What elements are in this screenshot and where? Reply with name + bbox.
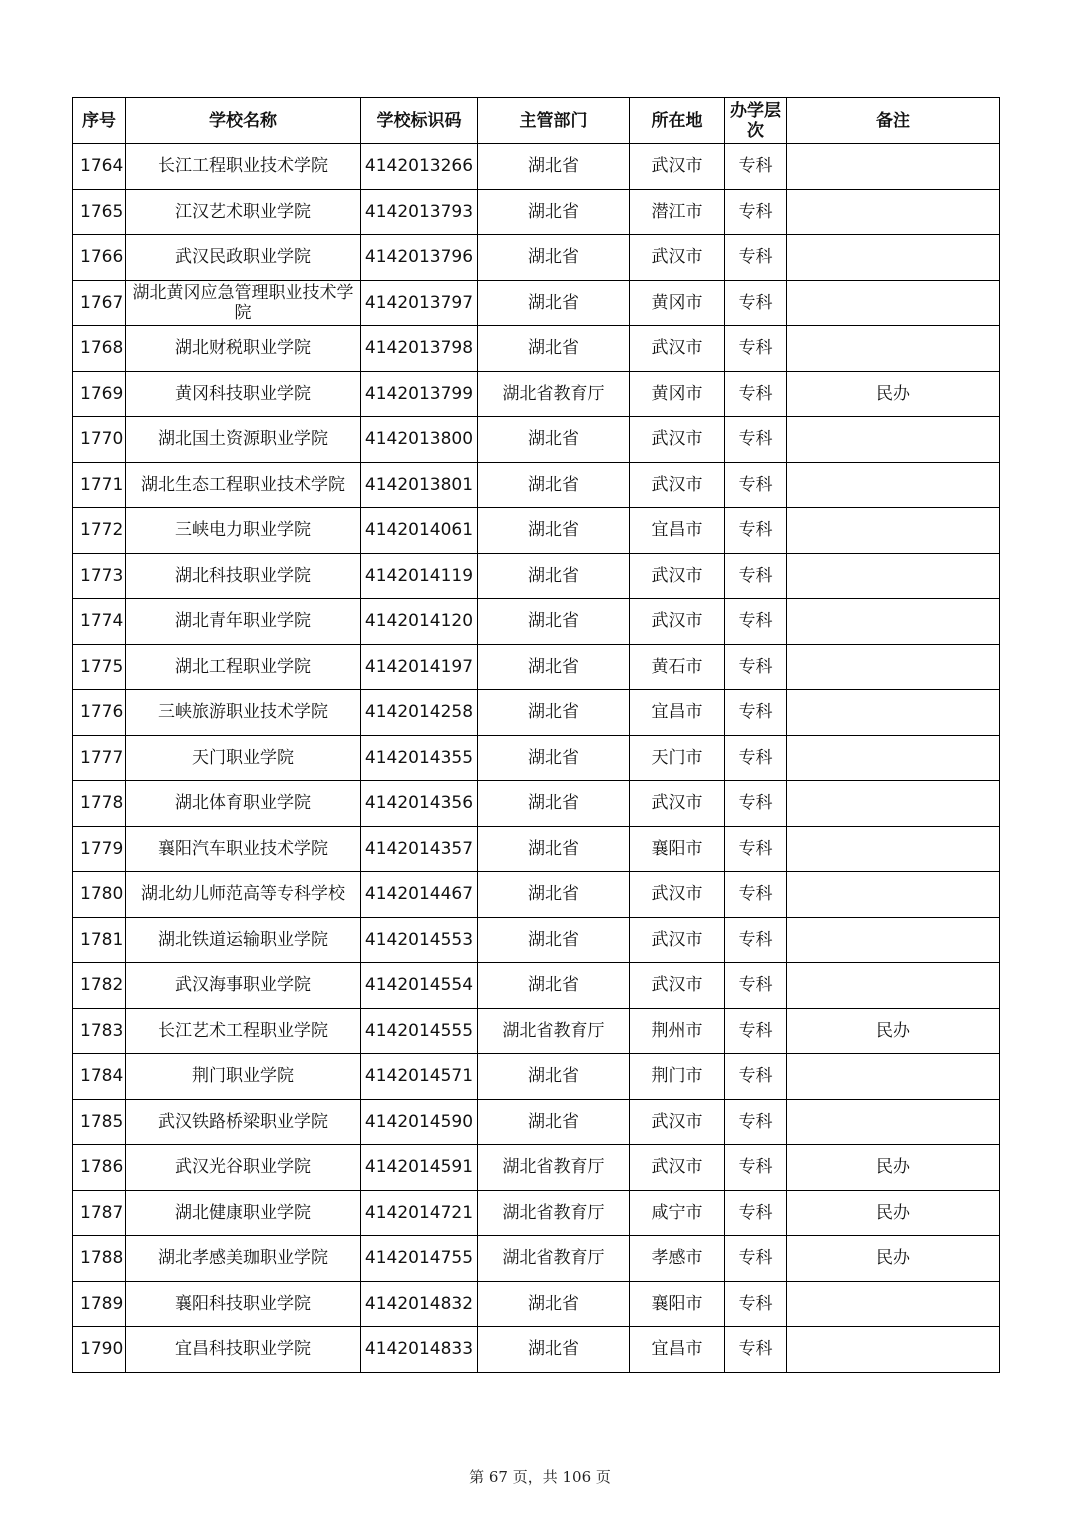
cell-school-code: 4142014357 [361,826,478,872]
cell-location: 武汉市 [630,599,725,645]
cell-location: 武汉市 [630,326,725,372]
table-row [73,1281,1000,1327]
cell-level: 专科 [725,508,787,554]
table-row [73,508,1000,554]
cell-school-name: 襄阳汽车职业技术学院 [126,826,361,872]
cell-level: 专科 [725,189,787,235]
cell-school-name: 湖北科技职业学院 [126,553,361,599]
cell-school-code: 4142014119 [361,553,478,599]
cell-location: 咸宁市 [630,1190,725,1236]
cell-note [787,235,1000,281]
cell-school-code: 4142013796 [361,235,478,281]
cell-no: 1783 [73,1008,126,1054]
table-row [73,735,1000,781]
cell-level: 专科 [725,781,787,827]
cell-department: 湖北省教育厅 [478,1190,630,1236]
cell-location: 武汉市 [630,144,725,190]
cell-level: 专科 [725,1190,787,1236]
cell-department: 湖北省 [478,144,630,190]
cell-school-code: 4142013797 [361,280,478,326]
cell-no: 1781 [73,917,126,963]
cell-level: 专科 [725,644,787,690]
cell-school-code: 4142014721 [361,1190,478,1236]
table-row [73,872,1000,918]
cell-department: 湖北省 [478,508,630,554]
cell-note [787,189,1000,235]
cell-location: 荆州市 [630,1008,725,1054]
header-level: 办学层次 [725,98,787,144]
cell-note [787,508,1000,554]
table-row [73,1190,1000,1236]
cell-no: 1782 [73,963,126,1009]
cell-location: 武汉市 [630,963,725,1009]
cell-location: 宜昌市 [630,1327,725,1373]
cell-note: 民办 [787,1236,1000,1282]
cell-school-name: 天门职业学院 [126,735,361,781]
cell-no: 1780 [73,872,126,918]
cell-school-name: 长江工程职业技术学院 [126,144,361,190]
table-row [73,417,1000,463]
cell-school-code: 4142014590 [361,1099,478,1145]
cell-note [787,917,1000,963]
cell-department: 湖北省教育厅 [478,1236,630,1282]
cell-school-name: 湖北工程职业学院 [126,644,361,690]
cell-school-code: 4142014591 [361,1145,478,1191]
cell-department: 湖北省 [478,1281,630,1327]
table-row [73,781,1000,827]
cell-level: 专科 [725,1145,787,1191]
cell-department: 湖北省教育厅 [478,1008,630,1054]
cell-school-name: 三峡旅游职业技术学院 [126,690,361,736]
cell-no: 1785 [73,1099,126,1145]
table-row [73,1054,1000,1100]
table-row [73,644,1000,690]
cell-location: 天门市 [630,735,725,781]
header-no: 序号 [73,98,126,144]
cell-school-code: 4142014755 [361,1236,478,1282]
cell-department: 湖北省 [478,235,630,281]
cell-no: 1765 [73,189,126,235]
table-body [73,144,1000,1373]
cell-level: 专科 [725,1054,787,1100]
cell-note [787,1281,1000,1327]
cell-school-code: 4142013793 [361,189,478,235]
cell-level: 专科 [725,963,787,1009]
cell-school-name: 襄阳科技职业学院 [126,1281,361,1327]
cell-level: 专科 [725,599,787,645]
cell-level: 专科 [725,326,787,372]
cell-school-name: 武汉民政职业学院 [126,235,361,281]
table-row [73,144,1000,190]
cell-location: 武汉市 [630,917,725,963]
header-name: 学校名称 [126,98,361,144]
cell-school-name: 长江艺术工程职业学院 [126,1008,361,1054]
table-row [73,690,1000,736]
cell-department: 湖北省 [478,280,630,326]
table-header-row [73,98,1000,144]
cell-department: 湖北省 [478,462,630,508]
cell-note [787,872,1000,918]
cell-no: 1790 [73,1327,126,1373]
cell-location: 宜昌市 [630,690,725,736]
cell-school-code: 4142013801 [361,462,478,508]
cell-level: 专科 [725,690,787,736]
cell-no: 1787 [73,1190,126,1236]
cell-level: 专科 [725,417,787,463]
cell-no: 1778 [73,781,126,827]
cell-note [787,462,1000,508]
table-row [73,1236,1000,1282]
cell-note [787,553,1000,599]
cell-level: 专科 [725,1236,787,1282]
cell-department: 湖北省 [478,189,630,235]
cell-note [787,644,1000,690]
cell-no: 1764 [73,144,126,190]
cell-department: 湖北省 [478,417,630,463]
cell-note: 民办 [787,1145,1000,1191]
cell-no: 1776 [73,690,126,736]
cell-school-code: 4142014356 [361,781,478,827]
cell-no: 1789 [73,1281,126,1327]
cell-note [787,1099,1000,1145]
cell-department: 湖北省 [478,326,630,372]
cell-level: 专科 [725,462,787,508]
cell-note [787,280,1000,326]
cell-department: 湖北省教育厅 [478,371,630,417]
cell-level: 专科 [725,735,787,781]
cell-school-code: 4142013800 [361,417,478,463]
cell-location: 武汉市 [630,553,725,599]
table-row [73,189,1000,235]
cell-no: 1786 [73,1145,126,1191]
cell-location: 武汉市 [630,1099,725,1145]
cell-school-name: 湖北青年职业学院 [126,599,361,645]
cell-location: 宜昌市 [630,508,725,554]
cell-no: 1773 [73,553,126,599]
header-location: 所在地 [630,98,725,144]
table-row [73,553,1000,599]
table-row [73,371,1000,417]
cell-note: 民办 [787,1190,1000,1236]
cell-no: 1772 [73,508,126,554]
table-row [73,1327,1000,1373]
cell-no: 1774 [73,599,126,645]
cell-school-code: 4142014355 [361,735,478,781]
cell-department: 湖北省 [478,826,630,872]
cell-department: 湖北省 [478,1054,630,1100]
cell-level: 专科 [725,1327,787,1373]
cell-school-code: 4142014832 [361,1281,478,1327]
cell-no: 1771 [73,462,126,508]
cell-no: 1768 [73,326,126,372]
cell-level: 专科 [725,917,787,963]
cell-location: 襄阳市 [630,826,725,872]
cell-department: 湖北省 [478,644,630,690]
cell-location: 武汉市 [630,235,725,281]
cell-level: 专科 [725,553,787,599]
cell-no: 1769 [73,371,126,417]
cell-note: 民办 [787,1008,1000,1054]
cell-no: 1788 [73,1236,126,1282]
cell-location: 武汉市 [630,1145,725,1191]
cell-school-code: 4142014553 [361,917,478,963]
cell-level: 专科 [725,872,787,918]
cell-note [787,1054,1000,1100]
cell-note [787,1327,1000,1373]
cell-level: 专科 [725,280,787,326]
cell-school-code: 4142014061 [361,508,478,554]
cell-department: 湖北省 [478,1099,630,1145]
cell-no: 1775 [73,644,126,690]
cell-school-code: 4142014467 [361,872,478,918]
cell-no: 1767 [73,280,126,326]
cell-school-name: 湖北体育职业学院 [126,781,361,827]
cell-school-name: 黄冈科技职业学院 [126,371,361,417]
cell-department: 湖北省 [478,917,630,963]
table-row [73,1145,1000,1191]
cell-school-name: 湖北财税职业学院 [126,326,361,372]
cell-note [787,690,1000,736]
table-row [73,917,1000,963]
table-row [73,1099,1000,1145]
cell-no: 1770 [73,417,126,463]
cell-location: 武汉市 [630,781,725,827]
schools-table [72,97,1000,1373]
cell-level: 专科 [725,1099,787,1145]
cell-school-name: 湖北健康职业学院 [126,1190,361,1236]
table-row [73,462,1000,508]
cell-school-name: 武汉光谷职业学院 [126,1145,361,1191]
cell-no: 1784 [73,1054,126,1100]
cell-school-code: 4142014258 [361,690,478,736]
cell-note [787,144,1000,190]
table-row [73,326,1000,372]
cell-department: 湖北省 [478,872,630,918]
cell-school-name: 湖北黄冈应急管理职业技术学院 [126,280,361,326]
cell-school-code: 4142013798 [361,326,478,372]
cell-location: 武汉市 [630,417,725,463]
cell-level: 专科 [725,144,787,190]
cell-location: 黄石市 [630,644,725,690]
cell-location: 武汉市 [630,872,725,918]
cell-location: 潜江市 [630,189,725,235]
cell-location: 武汉市 [630,462,725,508]
cell-school-name: 宜昌科技职业学院 [126,1327,361,1373]
cell-level: 专科 [725,1281,787,1327]
cell-department: 湖北省 [478,781,630,827]
header-note: 备注 [787,98,1000,144]
cell-school-code: 4142014554 [361,963,478,1009]
cell-no: 1766 [73,235,126,281]
table-row [73,1008,1000,1054]
cell-school-code: 4142014197 [361,644,478,690]
cell-school-name: 湖北孝感美珈职业学院 [126,1236,361,1282]
cell-school-code: 4142014571 [361,1054,478,1100]
cell-level: 专科 [725,371,787,417]
cell-school-name: 湖北铁道运输职业学院 [126,917,361,963]
cell-location: 黄冈市 [630,371,725,417]
cell-location: 孝感市 [630,1236,725,1282]
cell-department: 湖北省 [478,690,630,736]
cell-level: 专科 [725,235,787,281]
cell-note [787,599,1000,645]
cell-department: 湖北省 [478,1327,630,1373]
cell-note [787,826,1000,872]
cell-department: 湖北省 [478,553,630,599]
cell-note [787,963,1000,1009]
cell-note [787,735,1000,781]
cell-department: 湖北省 [478,963,630,1009]
page-number-footer: 第 67 页，共 106 页 [469,1468,611,1486]
cell-location: 荆门市 [630,1054,725,1100]
header-dept: 主管部门 [478,98,630,144]
cell-location: 黄冈市 [630,280,725,326]
cell-no: 1777 [73,735,126,781]
cell-school-code: 4142013266 [361,144,478,190]
cell-school-name: 荆门职业学院 [126,1054,361,1100]
cell-no: 1779 [73,826,126,872]
cell-note [787,417,1000,463]
table-row [73,280,1000,326]
cell-note: 民办 [787,371,1000,417]
table-row [73,235,1000,281]
cell-level: 专科 [725,1008,787,1054]
cell-school-code: 4142014120 [361,599,478,645]
cell-school-name: 三峡电力职业学院 [126,508,361,554]
cell-department: 湖北省 [478,599,630,645]
cell-location: 襄阳市 [630,1281,725,1327]
cell-level: 专科 [725,826,787,872]
cell-school-code: 4142014555 [361,1008,478,1054]
cell-school-name: 湖北生态工程职业技术学院 [126,462,361,508]
table-row [73,963,1000,1009]
cell-school-name: 武汉海事职业学院 [126,963,361,1009]
table-row [73,599,1000,645]
table-row [73,826,1000,872]
header-code: 学校标识码 [361,98,478,144]
cell-school-code: 4142014833 [361,1327,478,1373]
cell-department: 湖北省 [478,735,630,781]
cell-school-name: 湖北幼儿师范高等专科学校 [126,872,361,918]
cell-department: 湖北省教育厅 [478,1145,630,1191]
cell-note [787,326,1000,372]
cell-school-code: 4142013799 [361,371,478,417]
cell-school-name: 湖北国土资源职业学院 [126,417,361,463]
cell-school-name: 武汉铁路桥梁职业学院 [126,1099,361,1145]
cell-school-name: 江汉艺术职业学院 [126,189,361,235]
cell-note [787,781,1000,827]
